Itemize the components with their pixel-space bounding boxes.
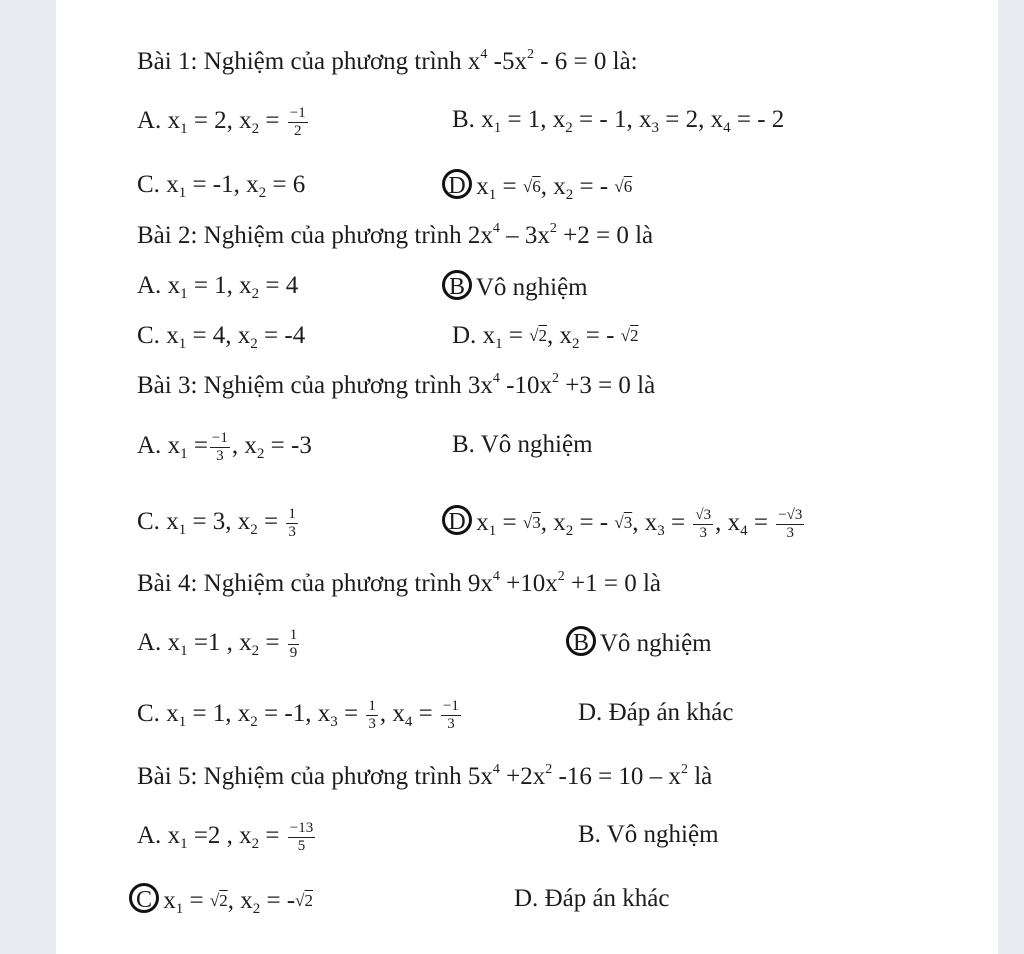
question-1-option-c: C. $x_1 = -1$, $x_2 = 6$: [137, 171, 306, 201]
selected-answer-circle: B: [566, 626, 596, 656]
question-3-option-a: A. $x_1$ = $\frac{-1}{3}$ , $x_2 = -3$: [137, 430, 312, 464]
question-3-option-d: D $x_1 = √3$, $x_2$ = - √3, $x_3$ = $\frac{√3}{3}$ , $x_4$ = $\frac{-√3}{3}$: [446, 506, 806, 542]
question-2-option-d: D. $x_1 = √2$, $x_2$ = - √2: [452, 322, 639, 352]
question-4-option-b: B Vô nghiệm: [570, 627, 712, 659]
equation: $2x^4 - 3x^2 +2 = 0$ là: [467, 221, 654, 249]
question-5-option-a: A. $x_1 =2$ , $x_2$ = $\frac{-13}{5}$: [137, 820, 314, 854]
question-5-stem: [137, 762, 712, 792]
question-1-option-b: B. $x_1 = 1$, $x_2$ = - 1, $x_3 = 2$, $x_4$ = - 2: [452, 106, 785, 136]
question-3-option-b: B. Vô nghiệm: [452, 431, 593, 458]
fraction: $\frac{-1}{2}$: [289, 105, 306, 139]
sqrt-6: √6: [522, 177, 541, 196]
selected-answer-circle: D: [442, 169, 472, 199]
question-3-option-c: C. $x_1 = 3$, $x_2$ = $\frac{1}{3}$: [137, 506, 296, 540]
equation: $5x^4 +2x^2$ $-16 = 10 - x^2$ là: [467, 762, 713, 790]
question-4-option-d: D. Đáp án khác: [578, 699, 734, 726]
fraction: $\frac{1}{3}$: [288, 506, 296, 540]
stem-text: Bài 5: Nghiệm của phương trình: [137, 763, 462, 790]
equation: $9x^4 +10x^2 +1 = 0$ là: [467, 569, 661, 597]
question-2-option-b: B Vô nghiệm: [446, 271, 588, 303]
fraction: $\frac{1}{9}$: [289, 627, 298, 661]
question-1-stem: [137, 47, 638, 77]
question-2-option-c: C. $x_1 = 4$, $x_2 = -4$: [137, 322, 306, 352]
question-2-stem: [137, 221, 653, 251]
fraction: $\frac{1}{3}$: [368, 698, 376, 732]
stem-text: Bài 4: Nghiệm của phương trình: [137, 570, 462, 597]
equation: $x^4$ $-5x^2 - 6 = 0$ là:: [467, 47, 638, 75]
question-1-option-a: A. $x_1 = 2$, $x_2$ = $\frac{-1}{2}$: [137, 105, 306, 139]
question-3-stem: [137, 371, 655, 401]
stem-text: Bài 3: Nghiệm của phương trình: [137, 372, 462, 399]
equation: $3x^4$ $-10x^2 +3 = 0$ là: [467, 371, 656, 399]
question-4-option-c: C. $x_1 = 1$, $x_2 = -1$, $x_3$ = $\frac{1}{3}$ , $x_4$ = $\frac{-1}{3}$: [137, 698, 459, 732]
fraction: $\frac{-13}{5}$: [289, 820, 314, 854]
sqrt-2: √2: [529, 326, 548, 345]
selected-answer-circle: C: [129, 883, 159, 913]
question-5-option-d: D. Đáp án khác: [514, 885, 670, 912]
stem-text: Bài 1: Nghiệm của phương trình: [137, 48, 462, 75]
question-4-option-a: A. $x_1 =1$ , $x_2$ = $\frac{1}{9}$: [137, 627, 298, 661]
fraction: $\frac{-1}{3}$: [442, 698, 459, 732]
selected-answer-circle: D: [442, 505, 472, 535]
question-4-stem: [137, 569, 661, 599]
question-5-option-b: B. Vô nghiệm: [578, 821, 719, 848]
question-1-option-d: D $x_1 = √6$, $x_2$ = - √6: [446, 170, 632, 204]
document-page: [56, 0, 998, 954]
sqrt-6: √6: [614, 177, 633, 196]
fraction: $\frac{-1}{3}$: [211, 430, 228, 464]
sqrt-2: √2: [620, 326, 639, 345]
fraction: $\frac{√3}{3}$: [695, 506, 712, 541]
question-5-option-c: C $x_1 = √2$, $x_2 = -√2$: [133, 884, 313, 918]
stem-text: Bài 2: Nghiệm của phương trình: [137, 222, 462, 249]
fraction: $\frac{-√3}{3}$: [778, 506, 803, 541]
selected-answer-circle: B: [442, 270, 472, 300]
question-2-option-a: A. $x_1 = 1$, $x_2 = 4$: [137, 272, 299, 302]
